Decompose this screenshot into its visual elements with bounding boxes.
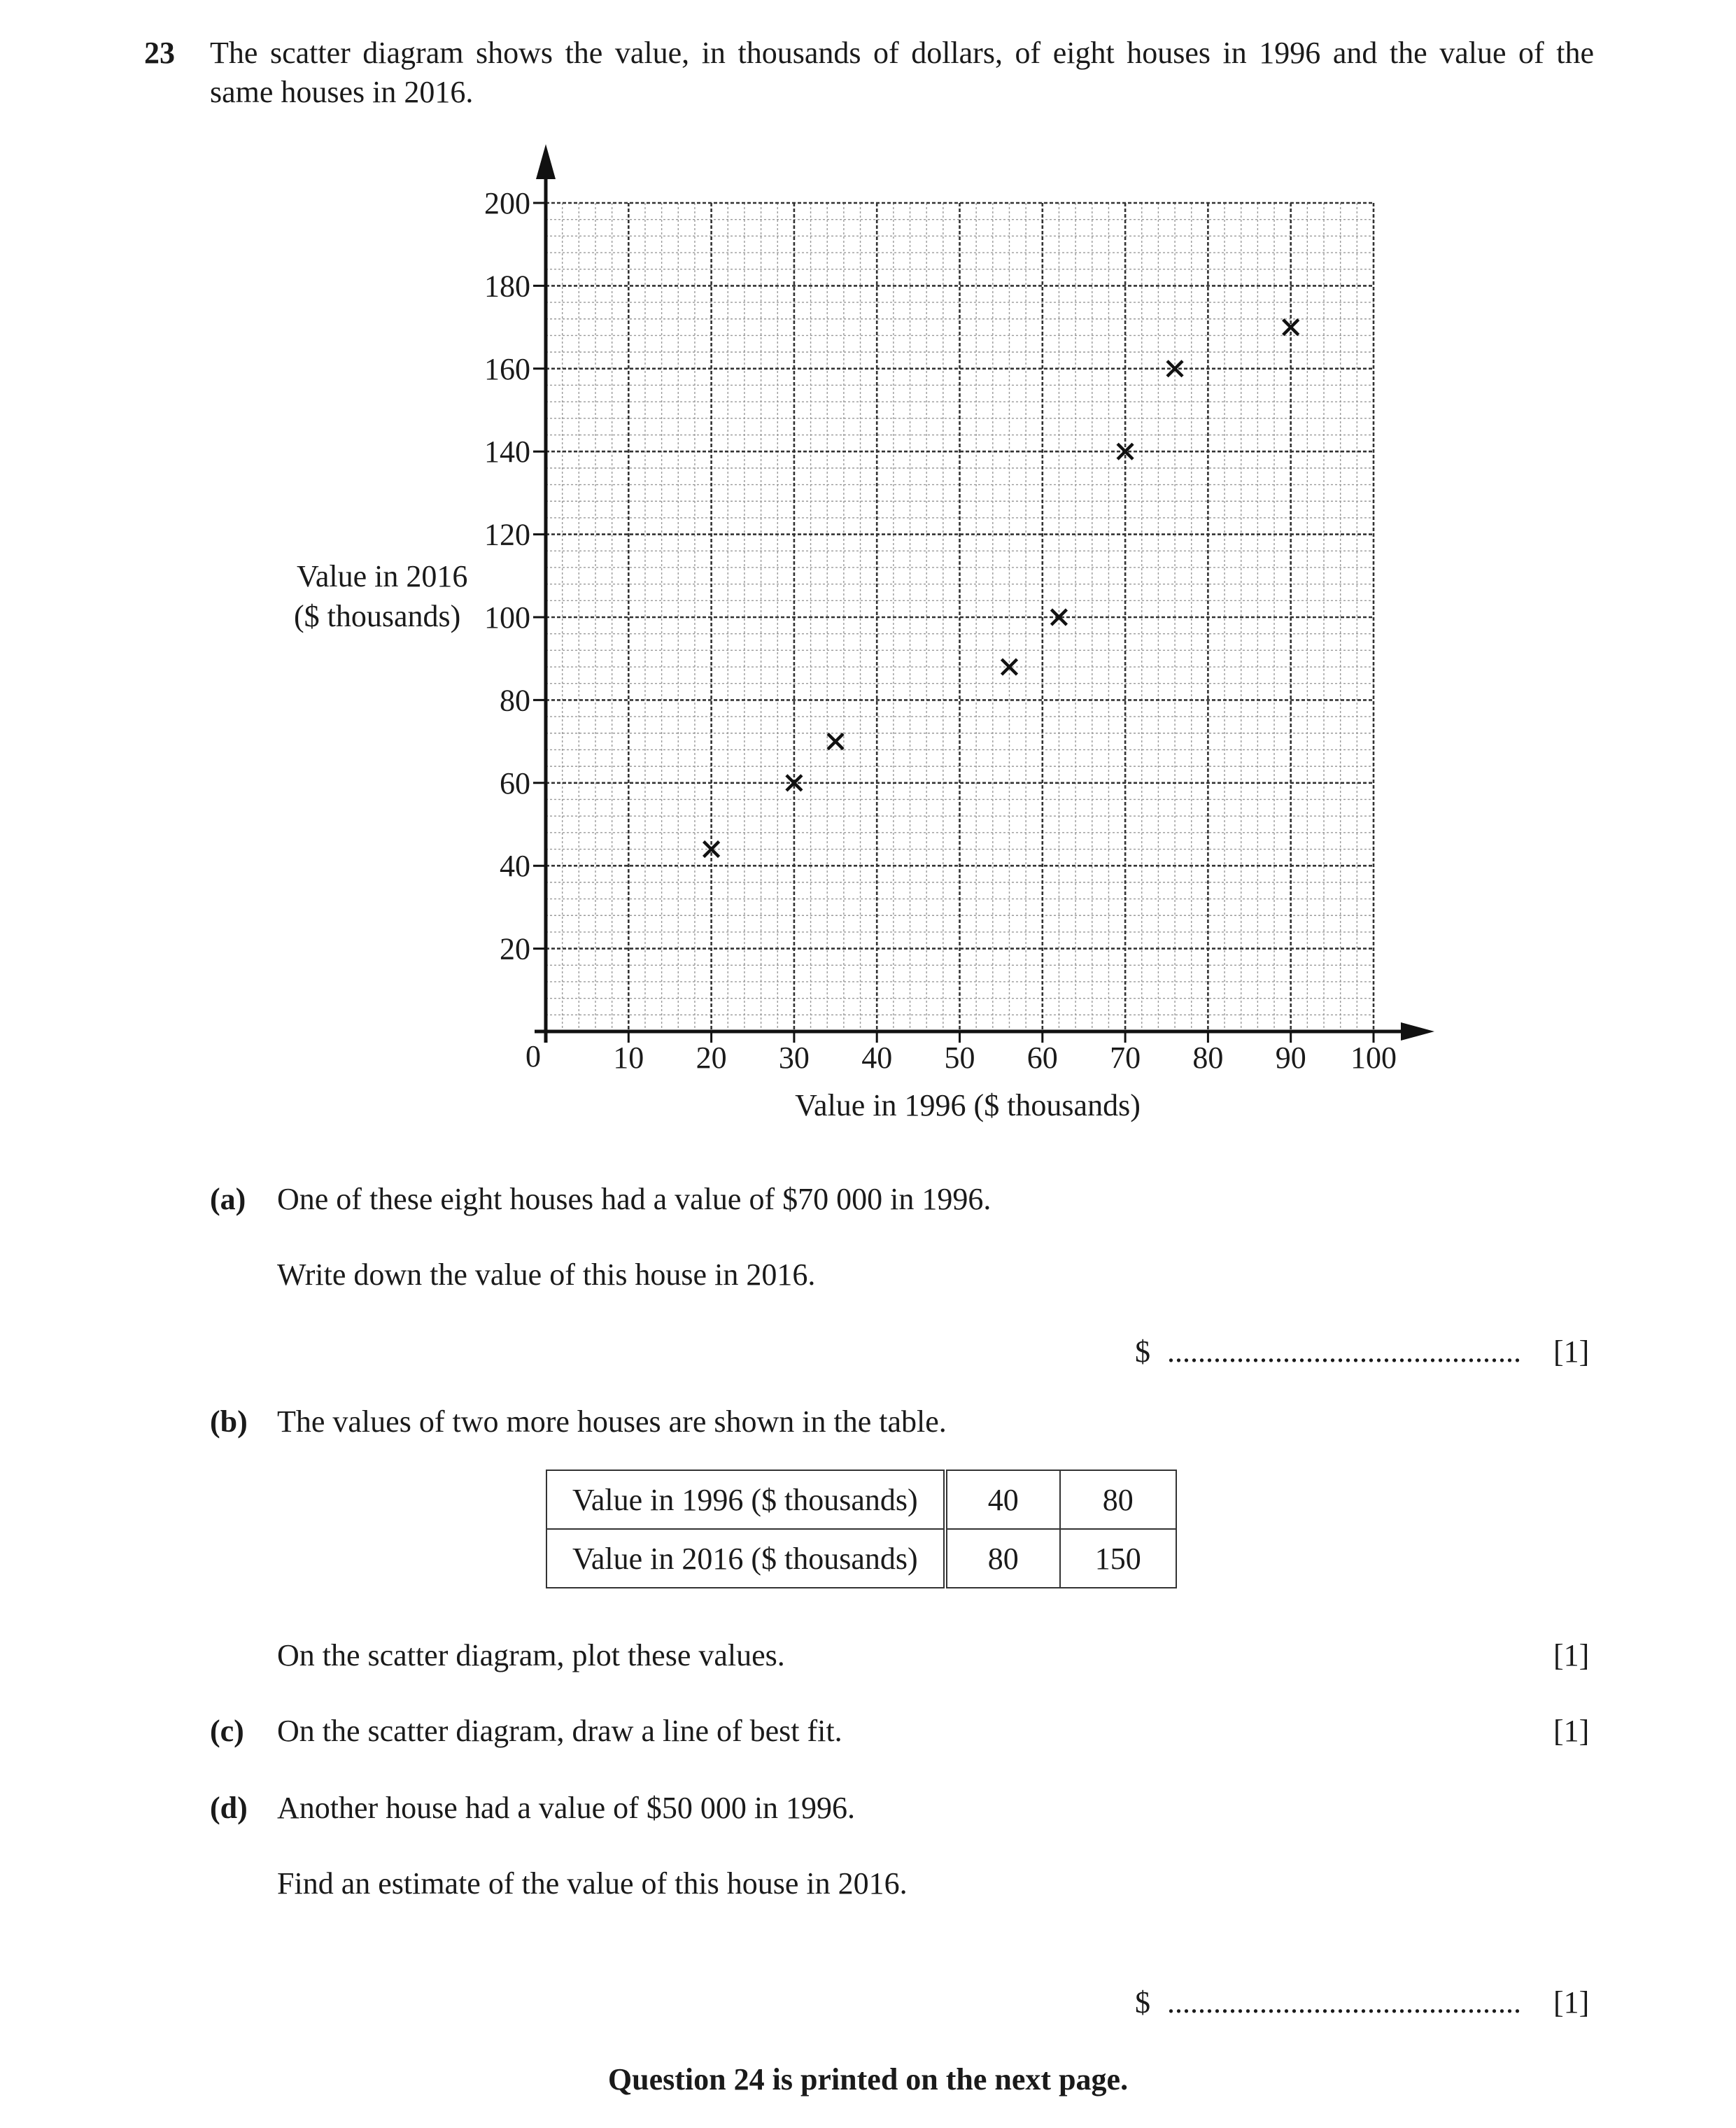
question-intro-line2: same houses in 2016. bbox=[210, 75, 474, 109]
table-cell: 80 bbox=[945, 1529, 1060, 1588]
table-cell: 80 bbox=[1060, 1470, 1176, 1529]
y-tick-label: 180 bbox=[484, 269, 530, 304]
axes bbox=[535, 144, 1434, 1043]
y-tick-label: 140 bbox=[484, 435, 530, 470]
table-cell: 150 bbox=[1060, 1529, 1176, 1588]
y-tick-label: 60 bbox=[500, 766, 530, 801]
table-row1-label: Value in 1996 ($ thousands) bbox=[546, 1470, 945, 1529]
part-b-instruction: On the scatter diagram, plot these values. bbox=[277, 1638, 785, 1672]
x-tick-label: 90 bbox=[1275, 1041, 1306, 1075]
part-b-letter: (b) bbox=[210, 1404, 248, 1439]
next-page-note: Question 24 is printed on the next page. bbox=[607, 2062, 1129, 2097]
part-a-marks: [1] bbox=[1553, 1334, 1590, 1369]
question-number: 23 bbox=[144, 36, 175, 70]
part-d-line2: Find an estimate of the value of this house in 2016. bbox=[277, 1866, 908, 1901]
part-c-marks: [1] bbox=[1553, 1714, 1590, 1748]
x-tick-label: 60 bbox=[1026, 1041, 1058, 1075]
x-tick-label: 20 bbox=[696, 1041, 727, 1075]
part-d-answer-prefix: $ bbox=[1135, 1985, 1150, 2020]
part-a-answer-prefix: $ bbox=[1135, 1334, 1150, 1369]
y-tick-label: 100 bbox=[484, 600, 530, 635]
x-tick-label: 50 bbox=[944, 1041, 975, 1075]
axis-ticks bbox=[484, 186, 1397, 1075]
part-d-letter: (d) bbox=[210, 1791, 248, 1825]
grid-major-lines bbox=[546, 203, 1374, 1031]
part-d-line1: Another house had a value of $50 000 in 1996. bbox=[277, 1791, 856, 1825]
part-b-line1: The values of two more houses are shown in the table. bbox=[277, 1404, 947, 1439]
table-cell: 40 bbox=[945, 1470, 1060, 1529]
y-tick-label: 40 bbox=[500, 849, 530, 884]
y-tick-label: 160 bbox=[484, 351, 530, 386]
x-axis-label: Value in 1996 ($ thousands) bbox=[795, 1088, 1141, 1122]
y-tick-label: 200 bbox=[484, 186, 530, 220]
part-d-answer-line[interactable]: .............................................. bbox=[1167, 1985, 1521, 2020]
y-tick-label: 80 bbox=[500, 683, 530, 718]
data-points bbox=[704, 320, 1299, 857]
question-intro-line1: The scatter diagram shows the value, in thousands of dollars, of eight houses in 1996 and the value of the bbox=[210, 36, 1594, 70]
part-a-line2: Write down the value of this house in 2016. bbox=[277, 1257, 816, 1292]
x-axis-arrow bbox=[1401, 1022, 1434, 1041]
part-d-marks: [1] bbox=[1553, 1985, 1590, 2020]
data-point-cross bbox=[828, 734, 843, 749]
x-tick-label: 100 bbox=[1350, 1041, 1397, 1075]
x-tick-label: 70 bbox=[1110, 1041, 1141, 1075]
table-row bbox=[546, 1470, 1176, 1529]
x-tick-label: 10 bbox=[613, 1041, 644, 1075]
values-table bbox=[546, 1470, 1177, 1588]
part-c-letter: (c) bbox=[210, 1714, 244, 1748]
part-a-letter: (a) bbox=[210, 1182, 246, 1216]
x-tick-label: 80 bbox=[1192, 1041, 1224, 1075]
table-row2-label: Value in 2016 ($ thousands) bbox=[546, 1529, 945, 1588]
x-tick-label: 30 bbox=[778, 1041, 810, 1075]
y-axis-label-line2: ($ thousands) bbox=[294, 599, 461, 633]
part-a-line1: One of these eight houses had a value of $70 000 in 1996. bbox=[277, 1182, 992, 1216]
part-b-marks: [1] bbox=[1553, 1638, 1590, 1672]
part-a-answer-line[interactable]: .............................................. bbox=[1167, 1334, 1521, 1369]
y-tick-label: 20 bbox=[500, 931, 530, 966]
origin-label: 0 bbox=[525, 1039, 541, 1073]
x-tick-label: 40 bbox=[861, 1041, 893, 1075]
y-axis-arrow bbox=[536, 144, 556, 179]
table-row bbox=[546, 1529, 1176, 1588]
y-axis-label-line1: Value in 2016 bbox=[297, 559, 468, 593]
y-tick-label: 120 bbox=[484, 517, 530, 552]
part-c-line1: On the scatter diagram, draw a line of best fit. bbox=[277, 1714, 842, 1748]
